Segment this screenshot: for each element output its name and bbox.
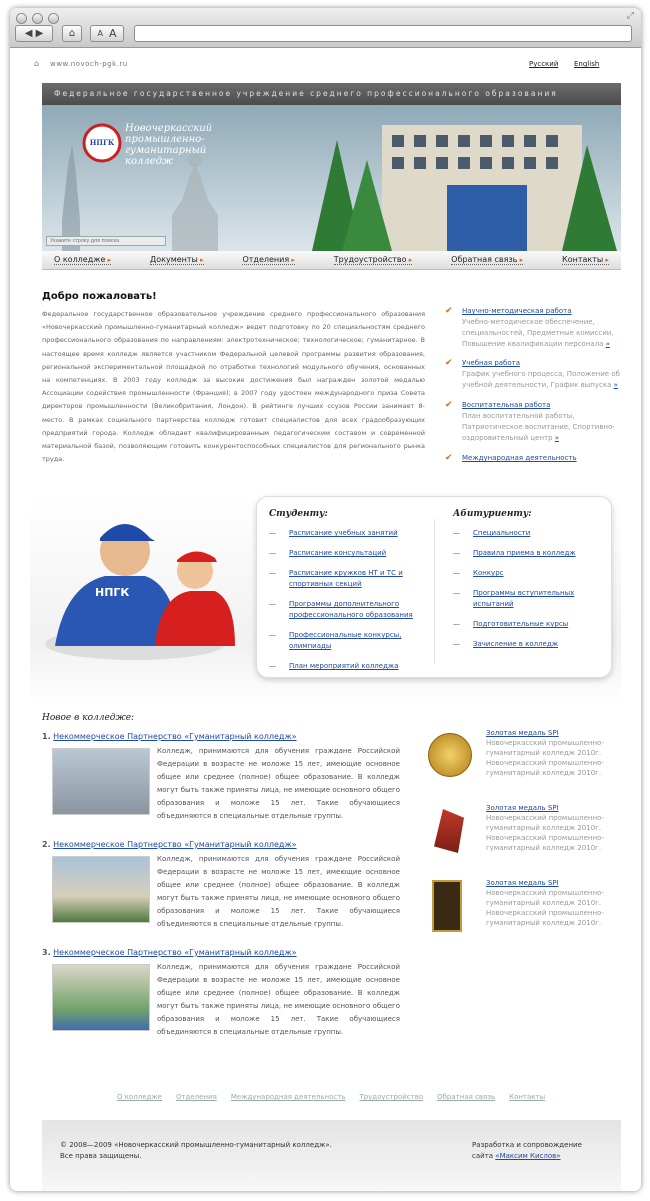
more-link[interactable]: » bbox=[605, 340, 610, 348]
menu-item-employment[interactable]: Трудоустройство ▸ bbox=[334, 255, 413, 265]
news-link[interactable]: Некоммерческое Партнерство «Гуманитарный колледж» bbox=[53, 732, 297, 741]
logo-text: НПГК bbox=[89, 138, 115, 147]
awards-list bbox=[428, 728, 608, 953]
student-link[interactable]: — Расписание консультаций bbox=[269, 548, 419, 559]
author-link[interactable]: «Максим Кислов» bbox=[495, 1152, 561, 1160]
side-link-method bbox=[445, 306, 621, 358]
welcome-title: Добро пожаловать! bbox=[42, 291, 157, 302]
students-links bbox=[269, 528, 419, 681]
footer-link[interactable]: Отделения bbox=[175, 1093, 217, 1101]
footer-link[interactable]: Международная деятельность bbox=[230, 1093, 346, 1101]
news-item bbox=[42, 840, 400, 948]
text-size-buttons[interactable] bbox=[90, 25, 124, 42]
news-num: 1. bbox=[42, 732, 51, 741]
side-link-method-title[interactable]: Научно-методическая работа bbox=[462, 307, 572, 315]
header-hero bbox=[42, 105, 621, 251]
footer-link[interactable]: Обратная связь bbox=[437, 1093, 496, 1101]
award-link[interactable]: Золотая медаль SPI bbox=[486, 804, 559, 812]
news-thumbnail[interactable] bbox=[52, 964, 150, 1031]
news-item bbox=[42, 948, 400, 1056]
award-item bbox=[428, 728, 608, 803]
menu-item-departments[interactable]: Отделения ▸ bbox=[242, 255, 294, 265]
welcome-text: Федеральное государственное образовательное учреждение среднего профессионального образования «Новочеркасский промышленно-гуманитарный колледж» ведет подготовку по 20 специальностям среднего профессионального образования по направлениям: электротехническое; технологическое; гуманитарное. В настоящее время колледж является участником Федеральной целевой программы развития образования, региональной экспериментальной площадкой по отработке технологий модульного обучения, основанных на компетенциях. В 2003 году колледж за высокие достижения был награжден золотой медалью Ассоциации содействия промышленности (Франция); в 2007 году удостоен международного приза Совета директоров промышленности (Великобритания, Лондон). В рейтинге лучших ссузов России занимает 8- место. В рамках социального партнерства колледж готовит специалистов для всех градообразующих предприятий города. Колледж обладает квалифицированным педагогическим составом и современной материальной базой, позволяющим готовить конкурентоспособных специалистов для регионального рынка труда. bbox=[42, 310, 425, 464]
developer-prefix: сайта bbox=[472, 1152, 496, 1160]
news-title: Новое в колледже: bbox=[42, 713, 135, 723]
menu-item-about[interactable]: О колледже ▸ bbox=[54, 255, 111, 265]
side-link-method-desc: Учебно-методическое обеспечение, специальностей, Предметные комиссии, Повышение квалификации персонала bbox=[462, 318, 614, 348]
news-item bbox=[42, 732, 400, 840]
student-link[interactable]: — Программы дополнительного профессионального образования bbox=[269, 599, 419, 621]
award-desc: Новочеркасский промышленно-гуманитарный колледж 2010г. Новочеркасский промышленно-гуманитарный колледж 2010г. bbox=[486, 814, 604, 852]
check-icon: ✔ bbox=[445, 306, 453, 316]
applicants-title: Абитуриенту: bbox=[453, 509, 532, 519]
footer bbox=[42, 1120, 621, 1191]
main-menu bbox=[42, 251, 621, 270]
award-item bbox=[428, 878, 608, 953]
side-link-intl-title[interactable]: Международная деятельность bbox=[462, 454, 577, 462]
rights-text: Все права защищены. bbox=[60, 1152, 142, 1160]
institution-banner: Федеральное государственное учреждение среднего профессионального образования bbox=[42, 83, 621, 105]
footer-link[interactable]: О колледже bbox=[117, 1093, 162, 1101]
award-link[interactable]: Золотая медаль SPI bbox=[486, 729, 559, 737]
applicant-link[interactable]: — Конкурс bbox=[453, 568, 603, 579]
news-link[interactable]: Некоммерческое Партнерство «Гуманитарный колледж» bbox=[53, 948, 297, 957]
news-list bbox=[42, 732, 400, 1056]
bubble-divider bbox=[434, 519, 435, 664]
award-item bbox=[428, 803, 608, 878]
footer-link[interactable]: Трудоустройство bbox=[359, 1093, 424, 1101]
applicant-link[interactable]: — Зачисление в колледж bbox=[453, 639, 603, 650]
applicant-link[interactable]: — Специальности bbox=[453, 528, 603, 539]
news-num: 2. bbox=[42, 840, 51, 849]
check-icon: ✔ bbox=[445, 400, 453, 410]
award-desc: Новочеркасский промышленно-гуманитарный колледж 2010г. Новочеркасский промышленно-гуманитарный колледж 2010г. bbox=[486, 739, 604, 777]
college-name: Новочеркасский промышленно-гуманитарный колледж bbox=[125, 123, 213, 167]
applicant-link[interactable]: — Правила приема в колледж bbox=[453, 548, 603, 559]
menu-item-feedback[interactable]: Обратная связь ▸ bbox=[451, 255, 523, 265]
home-icon[interactable]: ⌂ bbox=[34, 59, 40, 68]
text-larger[interactable]: A bbox=[108, 27, 117, 40]
students-photo bbox=[45, 496, 245, 666]
news-num: 3. bbox=[42, 948, 51, 957]
site-url: www.novoch-pgk.ru bbox=[50, 60, 128, 68]
fullscreen-icon[interactable]: ⤢ bbox=[626, 11, 634, 21]
browser-window bbox=[10, 8, 641, 1191]
student-link[interactable]: — Расписание учебных занятий bbox=[269, 528, 419, 539]
copyright-text: © 2008—2009 «Новочеркасский промышленно-гуманитарный колледж». bbox=[60, 1141, 332, 1149]
applicant-link[interactable]: — Подготовительные курсы bbox=[453, 619, 603, 630]
developer bbox=[472, 1140, 582, 1162]
check-icon: ✔ bbox=[445, 358, 453, 368]
news-text: Колледж, принимаются для обучения граждане Российской Федерации в возрасте не моложе 15 лет, имеющие основное общее или среднее (полное) общее образование. В колледж могут быть также приняты лица, не имеющие основного общего образования и моложе 15 лет. Такие обучающиеся объединяются в специальные отдельные группы. bbox=[157, 855, 400, 928]
text-smaller[interactable]: A bbox=[97, 29, 103, 38]
applicants-links bbox=[453, 528, 603, 659]
award-desc: Новочеркасский промышленно-гуманитарный колледж 2010г. Новочеркасский промышленно-гуманитарный колледж 2010г. bbox=[486, 889, 604, 927]
minimize-window-button[interactable] bbox=[32, 13, 43, 24]
shirt-text: НПГК bbox=[95, 586, 130, 599]
address-bar[interactable] bbox=[134, 25, 632, 42]
close-window-button[interactable] bbox=[16, 13, 27, 24]
gold-medal-image[interactable] bbox=[428, 733, 472, 777]
student-link[interactable]: — План мероприятий колледжа bbox=[269, 661, 419, 672]
news-text: Колледж, принимаются для обучения граждане Российской Федерации в возрасте не моложе 15 лет, имеющие основное общее или среднее (полное) общее образование. В колледж могут быть также приняты лица, не имеющие основного общего образования и моложе 15 лет. Такие обучающиеся объединяются в специальные отдельные группы. bbox=[157, 963, 400, 1036]
info-bubble bbox=[256, 496, 612, 678]
copyright bbox=[60, 1140, 332, 1162]
news-thumbnail[interactable] bbox=[52, 856, 150, 923]
lang-en[interactable]: English bbox=[574, 60, 600, 68]
news-thumbnail[interactable] bbox=[52, 748, 150, 815]
menu-item-contacts[interactable]: Контакты ▸ bbox=[562, 255, 609, 265]
side-link-study-desc: График учебного процесса, Положение об учебной деятельности, График выпуска bbox=[462, 370, 620, 389]
side-link-education bbox=[445, 400, 621, 453]
lang-ru[interactable]: Русский bbox=[529, 60, 559, 68]
back-forward-buttons[interactable]: ◀ ▶ bbox=[15, 25, 53, 42]
home-button[interactable]: ⌂ bbox=[62, 25, 82, 42]
zoom-window-button[interactable] bbox=[48, 13, 59, 24]
sidebar-links bbox=[445, 306, 621, 464]
side-link-study-title[interactable]: Учебная работа bbox=[462, 359, 521, 367]
search-input[interactable] bbox=[46, 236, 166, 246]
footer-links bbox=[117, 1093, 545, 1101]
applicant-link[interactable]: — Программы вступительных испытаний bbox=[453, 588, 603, 610]
menu-item-documents[interactable]: Документы ▸ bbox=[150, 255, 204, 265]
more-link[interactable]: » bbox=[613, 381, 618, 389]
top-row bbox=[30, 48, 621, 77]
student-link[interactable]: — Профессиональные конкурсы, олимпиады bbox=[269, 630, 419, 652]
check-icon: ✔ bbox=[445, 453, 453, 463]
page bbox=[30, 48, 621, 1191]
footer-link[interactable]: Контакты bbox=[509, 1093, 546, 1101]
side-link-education-desc: План воспитательной работы, Патриотическое воспитание, Спортивно-оздоровительный центр bbox=[462, 412, 615, 442]
news-link[interactable]: Некоммерческое Партнерство «Гуманитарный колледж» bbox=[53, 840, 297, 849]
side-link-study bbox=[445, 358, 621, 400]
side-link-education-title[interactable]: Воспитательная работа bbox=[462, 401, 551, 409]
info-section bbox=[30, 496, 621, 706]
trophy-image[interactable] bbox=[434, 809, 464, 853]
browser-toolbar bbox=[10, 8, 641, 48]
award-link[interactable]: Золотая медаль SPI bbox=[486, 879, 559, 887]
developer-text: Разработка и сопровождение bbox=[472, 1141, 582, 1149]
diploma-image[interactable] bbox=[432, 880, 462, 932]
side-link-intl bbox=[445, 453, 621, 464]
more-link[interactable]: » bbox=[554, 434, 560, 442]
students-title: Студенту: bbox=[269, 509, 328, 519]
student-link[interactable]: — Расписание кружков НТ и ТС и спортивных секций bbox=[269, 568, 419, 590]
news-text: Колледж, принимаются для обучения граждане Российской Федерации в возрасте не моложе 15 лет, имеющие основное общее или среднее (полное) общее образование. В колледж могут быть также приняты лица, не имеющие основного общего образования и моложе 15 лет. Такие обучающиеся объединяются в специальные отдельные группы. bbox=[157, 747, 400, 820]
